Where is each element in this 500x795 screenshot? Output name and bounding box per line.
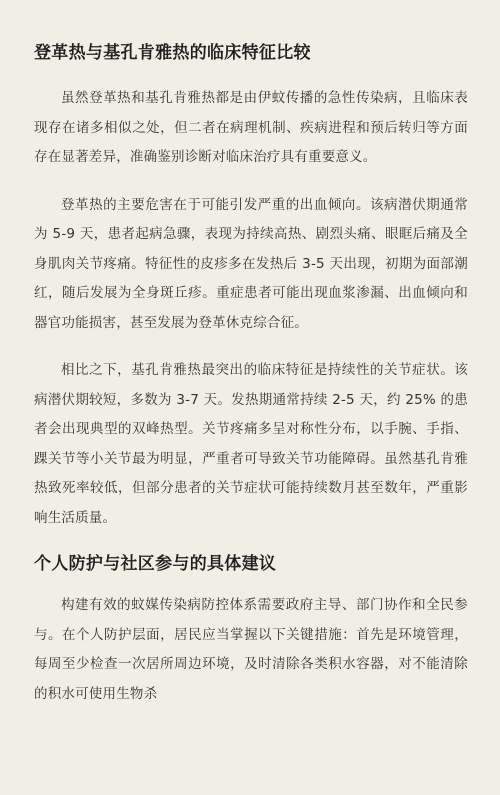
paragraph-intro: 虽然登革热和基孔肯雅热都是由伊蚊传播的急性传染病，且临床表现存在诸多相似之处，但二者在病理机制、疾病进程和预后转归等方面存在显著差异，准确鉴别诊断对临床治疗具有重要意义。 xyxy=(34,90,468,165)
section-heading-clinical-comparison: 登革热与基孔肯雅热的临床特征比较 xyxy=(34,43,311,63)
section-heading-personal-protection: 个人防护与社区参与的具体建议 xyxy=(34,554,277,574)
paragraph-dengue: 登革热的主要危害在于可能引发严重的出血倾向。该病潜伏期通常为 5-9 天，患者起病急骤，表现为持续高热、剧烈头痛、眼眶后痛及全身肌肉关节疼痛。特征性的皮疹多在发热后 3-5 天出现，初期为面部潮红，随后发展为全身斑丘疹。重症患者可能出现血浆渗漏、出血倾向和器官功能损害，甚至发展为登革休克综合征。 xyxy=(34,196,468,331)
article xyxy=(34,40,468,727)
paragraph-prevention: 构建有效的蚊媒传染病防控体系需要政府主导、部门协作和全民参与。在个人防护层面，居民应当掌握以下关键措施：首先是环境管理，每周至少检查一次居所周边环境，及时清除各类积水容器，对不能清除的积水可使用生物杀 xyxy=(34,597,468,702)
paragraph-chikungunya: 相比之下，基孔肯雅热最突出的临床特征是持续性的关节症状。该病潜伏期较短，多数为 3-7 天。发热期通常持续 2-5 天，约 25% 的患者会出现典型的双峰热型。关节疼痛多呈对称性分布，以手腕、手指、踝关节等小关节最为明显，严重者可导致关节功能障碍。虽然基孔肯雅热致死率较低，但部分患者的关节症状可能持续数月甚至数年，严重影响生活质量。 xyxy=(34,362,468,526)
